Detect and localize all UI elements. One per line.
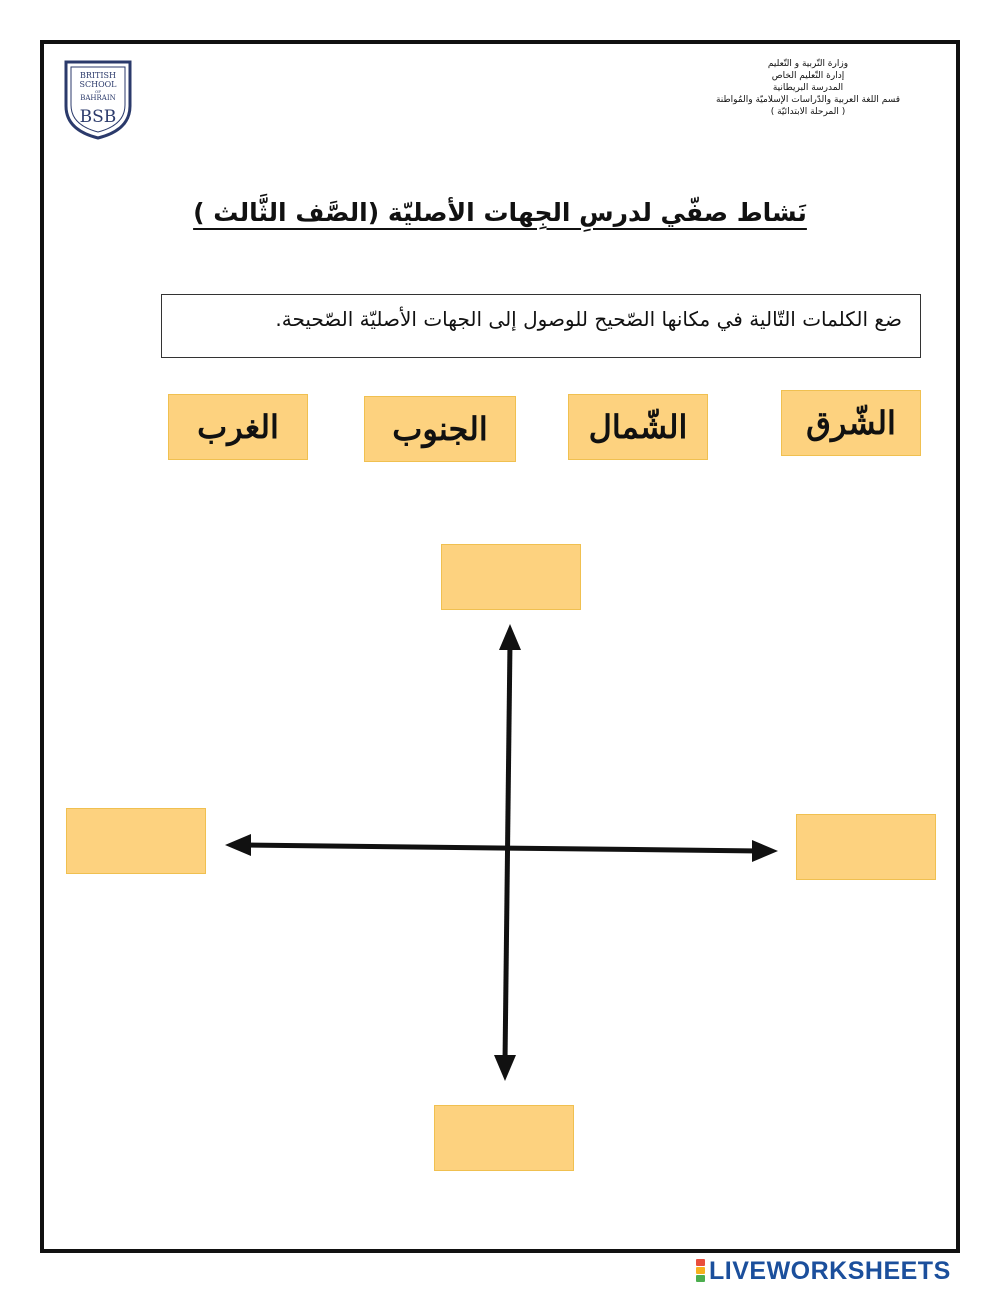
logo-monogram: BSB bbox=[79, 107, 117, 127]
word-tile-west[interactable]: الغرب bbox=[168, 394, 308, 460]
drop-zone-south[interactable] bbox=[434, 1105, 574, 1171]
liveworksheets-brand[interactable] bbox=[696, 1257, 951, 1285]
ministry-line: وزارة التّربية و التّعليم bbox=[767, 59, 849, 69]
logo-text-school: SCHOOL bbox=[79, 80, 117, 89]
word-tile-north[interactable]: الشّمال bbox=[568, 394, 708, 460]
ministry-line: ( المرحلة الابتدائيّة ) bbox=[770, 107, 846, 117]
instruction-box: ضع الكلمات التّالية في مكانها الصّحيح للوصول إلى الجهات الأصليّة الصّحيحة. bbox=[161, 294, 921, 358]
school-logo bbox=[60, 56, 136, 142]
drop-zone-north[interactable] bbox=[441, 544, 581, 610]
word-tile-east[interactable]: الشّرق bbox=[781, 390, 921, 456]
ministry-line: إدارة التّعليم الخاص bbox=[771, 71, 845, 81]
ministry-line: المدرسة البريطانية bbox=[772, 83, 844, 93]
logo-text-bahrain: BAHRAIN bbox=[80, 94, 116, 102]
brand-name: LIVEWORKSHEETS bbox=[709, 1256, 951, 1285]
ministry-header bbox=[678, 58, 938, 118]
word-tile-south[interactable]: الجنوب bbox=[364, 396, 516, 462]
logo-text-british: BRITISH bbox=[79, 71, 117, 80]
liveworksheets-logo-icon bbox=[696, 1259, 705, 1283]
page-title: نَشاط صفّي لدرسِ الجِهات الأصليّة (الصَّف الثَّالث ) bbox=[193, 198, 807, 227]
school-crest-icon bbox=[60, 56, 136, 142]
drop-zone-west[interactable] bbox=[66, 808, 206, 874]
logo-text-of: OF bbox=[94, 89, 102, 94]
drop-zone-east[interactable] bbox=[796, 814, 936, 880]
ministry-line: قسم اللغة العربية والدّراسات الإسلاميّة والمُواطنة bbox=[715, 95, 901, 105]
